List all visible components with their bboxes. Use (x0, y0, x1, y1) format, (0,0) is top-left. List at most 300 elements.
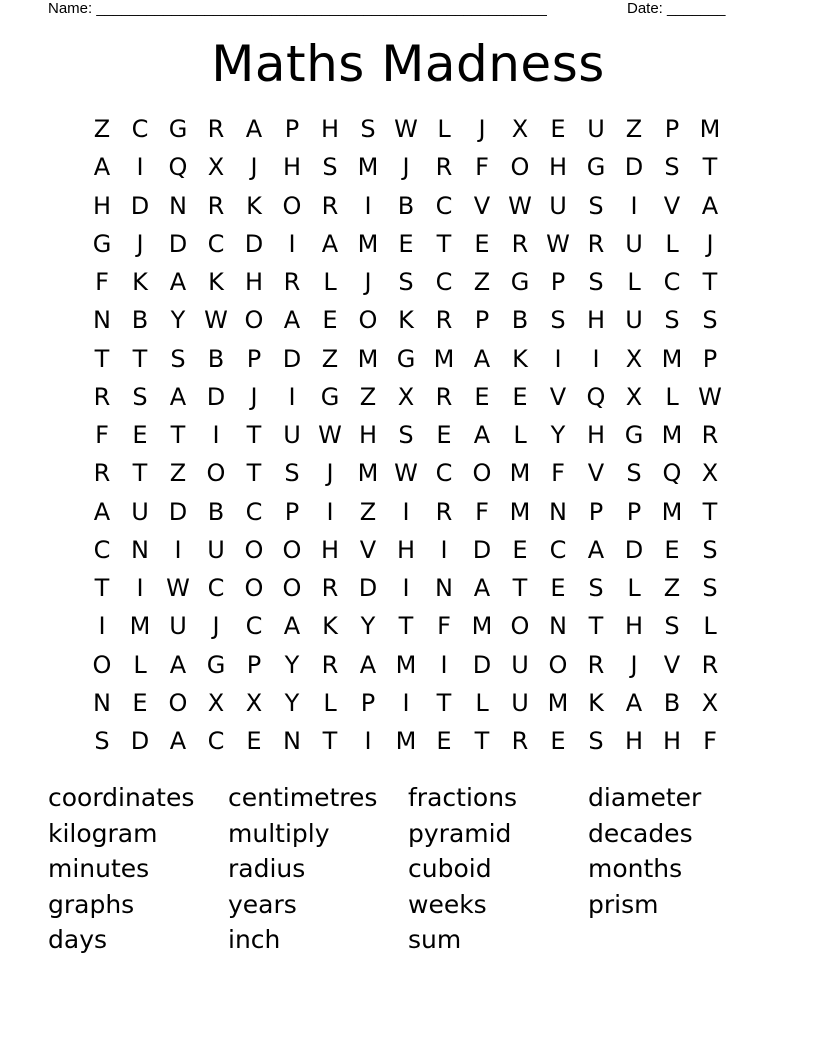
grid-letter[interactable]: U (625, 229, 643, 258)
grid-letter[interactable]: R (587, 650, 605, 679)
grid-letter[interactable]: T (170, 421, 186, 449)
grid-letter[interactable]: J (136, 229, 144, 258)
grid-letter[interactable]: E (132, 688, 148, 717)
grid-letter[interactable]: A (359, 650, 377, 679)
grid-letter[interactable]: S (284, 459, 300, 488)
grid-letter[interactable]: Y (550, 421, 566, 449)
grid-letter[interactable]: N (549, 612, 567, 641)
grid-letter[interactable]: V (587, 459, 605, 488)
grid-letter[interactable]: R (435, 306, 453, 335)
grid-letter[interactable]: H (244, 268, 264, 296)
grid-letter[interactable]: M (509, 497, 531, 526)
grid-letter[interactable]: L (475, 688, 489, 717)
grid-letter[interactable]: M (433, 344, 455, 373)
grid-letter[interactable]: X (207, 688, 225, 717)
grid-letter[interactable]: O (206, 459, 226, 488)
grid-letter[interactable]: A (283, 306, 301, 335)
grid-letter[interactable]: I (326, 497, 334, 526)
grid-letter[interactable]: D (358, 574, 378, 602)
grid-letter[interactable]: R (435, 382, 453, 411)
grid-letter[interactable]: J (250, 153, 258, 182)
grid-letter[interactable]: K (208, 268, 224, 296)
grid-letter[interactable]: X (625, 382, 643, 411)
grid-letter[interactable]: D (624, 153, 644, 182)
grid-letter[interactable]: M (699, 115, 721, 143)
grid-letter[interactable]: R (511, 727, 529, 755)
grid-letter[interactable]: V (663, 650, 681, 679)
grid-letter[interactable]: S (664, 612, 680, 641)
grid-letter[interactable]: O (548, 650, 568, 679)
grid-letter[interactable]: M (357, 459, 379, 488)
grid-letter[interactable]: B (397, 191, 415, 220)
grid-letter[interactable]: S (94, 727, 110, 755)
grid-letter[interactable]: X (511, 115, 529, 143)
date-field[interactable]: Date: _______ (627, 0, 726, 17)
grid-letter[interactable]: M (357, 153, 379, 182)
grid-letter[interactable]: J (402, 153, 410, 182)
grid-letter[interactable]: P (664, 115, 680, 143)
grid-letter[interactable]: T (132, 344, 148, 373)
grid-letter[interactable]: T (132, 459, 148, 488)
grid-letter[interactable]: F (475, 153, 489, 182)
word-list-item: kilogram (48, 818, 158, 848)
grid-letter[interactable]: M (395, 650, 417, 679)
grid-letter[interactable]: P (626, 497, 642, 526)
grid-letter[interactable]: N (131, 535, 149, 564)
grid-letter[interactable]: A (473, 344, 491, 373)
grid-letter[interactable]: U (511, 688, 529, 717)
word-list (48, 780, 768, 958)
grid-letter[interactable]: E (436, 421, 452, 449)
grid-letter[interactable]: G (320, 382, 340, 411)
grid-letter[interactable]: O (244, 535, 264, 564)
grid-letter[interactable]: J (478, 115, 486, 143)
grid-letter[interactable]: K (398, 306, 414, 335)
grid-letter[interactable]: Z (321, 344, 339, 373)
grid-letter[interactable]: W (508, 191, 532, 220)
grid-letter[interactable]: I (592, 344, 600, 373)
grid-letter[interactable]: U (131, 497, 149, 526)
grid-letter[interactable]: Y (170, 306, 186, 335)
grid-letter[interactable]: R (701, 650, 719, 679)
grid-letter[interactable]: C (93, 535, 111, 564)
grid-letter[interactable]: L (133, 650, 147, 679)
grid-letter[interactable]: A (321, 229, 339, 258)
grid-letter[interactable]: U (587, 115, 605, 143)
grid-letter[interactable]: I (288, 229, 296, 258)
grid-letter[interactable]: U (625, 306, 643, 335)
grid-letter[interactable]: C (207, 229, 225, 258)
grid-letter[interactable]: S (702, 535, 718, 564)
grid-letter[interactable]: Z (169, 459, 187, 488)
grid-letter[interactable]: I (402, 497, 410, 526)
grid-letter[interactable]: Q (586, 382, 606, 411)
grid-letter[interactable]: E (550, 727, 566, 755)
grid-letter[interactable]: E (550, 115, 566, 143)
grid-letter[interactable]: R (207, 191, 225, 220)
grid-letter[interactable]: T (702, 268, 718, 296)
grid-letter[interactable]: G (586, 153, 606, 182)
grid-letter[interactable]: V (359, 535, 377, 564)
grid-letter[interactable]: A (93, 497, 111, 526)
grid-letter[interactable]: V (473, 191, 491, 220)
grid-letter[interactable]: F (551, 459, 565, 488)
grid-letter[interactable]: S (664, 153, 680, 182)
grid-letter[interactable]: E (474, 229, 490, 258)
grid-letter[interactable]: R (93, 382, 111, 411)
grid-letter[interactable]: C (663, 268, 681, 296)
grid-letter[interactable]: G (624, 421, 644, 449)
grid-letter[interactable]: H (282, 153, 302, 182)
grid-letter[interactable]: C (245, 612, 263, 641)
grid-letter[interactable]: S (360, 115, 376, 143)
grid-letter[interactable]: F (703, 727, 717, 755)
grid-letter[interactable]: K (588, 688, 604, 717)
grid-letter[interactable]: H (624, 727, 644, 755)
grid-letter[interactable]: H (624, 612, 644, 641)
grid-letter[interactable]: H (396, 535, 416, 564)
grid-letter[interactable]: Z (663, 574, 681, 602)
grid-letter[interactable]: U (283, 421, 301, 449)
grid-letter[interactable]: P (588, 497, 604, 526)
grid-letter[interactable]: A (473, 421, 491, 449)
grid-letter[interactable]: S (702, 574, 718, 602)
grid-letter[interactable]: R (511, 229, 529, 258)
grid-letter[interactable]: C (435, 459, 453, 488)
grid-letter[interactable]: W (318, 421, 342, 449)
grid-letter[interactable]: L (665, 382, 679, 411)
grid-letter[interactable]: J (630, 650, 638, 679)
grid-letter[interactable]: I (364, 191, 372, 220)
grid-letter[interactable]: P (284, 115, 300, 143)
grid-letter[interactable]: O (244, 306, 264, 335)
grid-letter[interactable]: B (131, 306, 149, 335)
grid-letter[interactable]: O (244, 574, 264, 602)
grid-letter[interactable]: T (436, 688, 452, 717)
grid-letter[interactable]: N (283, 727, 301, 755)
grid-letter[interactable]: I (554, 344, 562, 373)
grid-letter[interactable]: Z (93, 115, 111, 143)
grid-letter[interactable]: G (510, 268, 530, 296)
grid-letter[interactable]: T (474, 727, 490, 755)
grid-letter[interactable]: Z (359, 382, 377, 411)
grid-letter[interactable]: D (624, 535, 644, 564)
grid-letter[interactable]: M (357, 229, 379, 258)
grid-letter[interactable]: L (513, 421, 527, 449)
grid-letter[interactable]: L (323, 688, 337, 717)
grid-letter[interactable]: I (212, 421, 220, 449)
grid-letter[interactable]: H (548, 153, 568, 182)
grid-letter[interactable]: T (94, 344, 110, 373)
grid-letter[interactable]: I (440, 535, 448, 564)
grid-letter[interactable]: A (93, 153, 111, 182)
grid-letter[interactable]: M (471, 612, 493, 641)
grid-letter[interactable]: T (512, 574, 528, 602)
grid-letter[interactable]: N (435, 574, 453, 602)
grid-letter[interactable]: G (92, 229, 112, 258)
grid-letter[interactable]: S (550, 306, 566, 335)
grid-letter[interactable]: B (663, 688, 681, 717)
grid-letter[interactable]: E (398, 229, 414, 258)
grid-letter[interactable]: H (662, 727, 682, 755)
grid-letter[interactable]: A (169, 382, 187, 411)
word-list-item: months (588, 854, 683, 883)
grid-letter[interactable]: D (130, 727, 150, 755)
grid-letter[interactable]: M (661, 421, 683, 449)
grid-letter[interactable]: M (129, 612, 151, 641)
grid-letter[interactable]: R (283, 268, 301, 296)
grid-letter[interactable]: S (398, 268, 414, 296)
grid-letter[interactable]: R (701, 421, 719, 449)
grid-letter[interactable]: S (322, 153, 338, 182)
grid-letter[interactable]: T (246, 459, 262, 488)
grid-letter[interactable]: A (587, 535, 605, 564)
grid-letter[interactable]: E (436, 727, 452, 755)
grid-letter[interactable]: I (402, 574, 410, 602)
grid-letter[interactable]: R (321, 574, 339, 602)
grid-letter[interactable]: H (320, 115, 340, 143)
grid-letter[interactable]: V (663, 191, 681, 220)
grid-letter[interactable]: E (132, 421, 148, 449)
grid-letter[interactable]: A (701, 191, 719, 220)
grid-letter[interactable]: C (207, 727, 225, 755)
grid-letter[interactable]: I (98, 612, 106, 641)
grid-letter[interactable]: D (282, 344, 302, 373)
grid-letter[interactable]: P (474, 306, 490, 335)
grid-letter[interactable]: F (95, 268, 109, 296)
grid-letter[interactable]: E (322, 306, 338, 335)
grid-letter[interactable]: D (472, 535, 492, 564)
grid-letter[interactable]: P (246, 344, 262, 373)
grid-letter[interactable]: N (169, 191, 187, 220)
grid-letter[interactable]: O (282, 191, 302, 220)
grid-letter[interactable]: I (288, 382, 296, 411)
grid-letter[interactable]: R (93, 459, 111, 488)
grid-letter[interactable]: M (357, 344, 379, 373)
grid-letter[interactable]: A (169, 650, 187, 679)
grid-letter[interactable]: R (207, 115, 225, 143)
grid-letter[interactable]: W (546, 229, 570, 258)
grid-letter[interactable]: P (284, 497, 300, 526)
grid-letter[interactable]: T (702, 497, 718, 526)
grid-letter[interactable]: L (703, 612, 717, 641)
grid-letter[interactable]: S (588, 574, 604, 602)
grid-letter[interactable]: G (396, 344, 416, 373)
grid-letter[interactable]: M (661, 344, 683, 373)
grid-letter[interactable]: I (174, 535, 182, 564)
page-title: Maths Madness (211, 35, 605, 93)
grid-letter[interactable]: T (398, 612, 414, 641)
grid-letter[interactable]: C (131, 115, 149, 143)
grid-letter[interactable]: J (250, 382, 258, 411)
grid-letter[interactable]: C (435, 268, 453, 296)
grid-letter[interactable]: J (364, 268, 372, 296)
grid-letter[interactable]: R (587, 229, 605, 258)
grid-letter[interactable]: S (170, 344, 186, 373)
grid-letter[interactable]: A (473, 574, 491, 602)
grid-letter[interactable]: S (626, 459, 642, 488)
grid-letter[interactable]: F (437, 612, 451, 641)
grid-letter[interactable]: G (168, 115, 188, 143)
grid-letter[interactable]: I (440, 650, 448, 679)
grid-letter[interactable]: M (509, 459, 531, 488)
grid-letter[interactable]: D (130, 191, 150, 220)
grid-letter[interactable]: S (588, 268, 604, 296)
grid-letter[interactable]: T (94, 574, 110, 602)
grid-letter[interactable]: S (398, 421, 414, 449)
grid-letter[interactable]: T (436, 229, 452, 258)
grid-letter[interactable]: E (474, 382, 490, 411)
grid-letter[interactable]: H (586, 306, 606, 335)
grid-letter[interactable]: H (358, 421, 378, 449)
grid-letter[interactable]: D (168, 229, 188, 258)
grid-letter[interactable]: S (588, 727, 604, 755)
grid-letter[interactable]: Y (284, 650, 300, 679)
grid-letter[interactable]: S (664, 306, 680, 335)
grid-letter[interactable]: M (395, 727, 417, 755)
grid-letter[interactable]: Z (473, 268, 491, 296)
grid-letter[interactable]: W (698, 382, 722, 411)
grid-letter[interactable]: X (397, 382, 415, 411)
grid-letter[interactable]: W (204, 306, 228, 335)
grid-letter[interactable]: C (207, 574, 225, 602)
grid-letter[interactable]: I (364, 727, 372, 755)
grid-letter[interactable]: A (169, 727, 187, 755)
grid-letter[interactable]: H (320, 535, 340, 564)
grid-letter[interactable]: E (246, 727, 262, 755)
grid-letter[interactable]: H (92, 191, 112, 220)
grid-letter[interactable]: T (588, 612, 604, 641)
grid-letter[interactable]: I (630, 191, 638, 220)
grid-letter[interactable]: G (206, 650, 226, 679)
grid-letter[interactable]: A (245, 115, 263, 143)
grid-letter[interactable]: K (246, 191, 262, 220)
grid-letter[interactable]: R (435, 497, 453, 526)
grid-letter[interactable]: N (93, 306, 111, 335)
grid-letter[interactable]: H (586, 421, 606, 449)
grid-letter[interactable]: R (321, 191, 339, 220)
grid-letter[interactable]: W (394, 115, 418, 143)
grid-letter[interactable]: L (437, 115, 451, 143)
name-field[interactable]: Name: ______________________________________________________ (48, 0, 547, 17)
grid-letter[interactable]: N (549, 497, 567, 526)
grid-letter[interactable]: W (166, 574, 190, 602)
grid-letter[interactable]: T (246, 421, 262, 449)
grid-letter[interactable]: O (168, 688, 188, 717)
word-list-item: days (48, 925, 108, 954)
word-list-item: years (228, 889, 297, 919)
grid-letter[interactable]: I (136, 574, 144, 602)
grid-letter[interactable]: Q (168, 153, 188, 182)
grid-letter[interactable]: W (394, 459, 418, 488)
grid-letter[interactable]: P (550, 268, 566, 296)
grid-letter[interactable]: J (326, 459, 334, 488)
grid-letter[interactable]: P (702, 344, 718, 373)
grid-letter[interactable]: L (665, 229, 679, 258)
grid-letter[interactable]: D (168, 497, 188, 526)
grid-letter[interactable]: I (402, 688, 410, 717)
grid-letter[interactable]: T (322, 727, 338, 755)
grid-letter[interactable]: L (627, 268, 641, 296)
grid-letter[interactable]: O (92, 650, 112, 679)
grid-letter[interactable]: O (510, 153, 530, 182)
grid-letter[interactable]: Q (662, 459, 682, 488)
grid-letter[interactable]: K (322, 612, 338, 641)
grid-letter[interactable]: E (512, 535, 528, 564)
grid-letter[interactable]: J (706, 229, 714, 258)
grid-letter[interactable]: Z (625, 115, 643, 143)
grid-letter[interactable]: P (246, 650, 262, 679)
grid-letter[interactable]: K (512, 344, 528, 373)
grid-letter[interactable]: U (549, 191, 567, 220)
grid-letter[interactable]: M (547, 688, 569, 717)
grid-letter[interactable]: U (511, 650, 529, 679)
grid-letter[interactable]: S (588, 191, 604, 220)
grid-letter[interactable]: U (207, 535, 225, 564)
grid-letter[interactable]: P (360, 688, 376, 717)
grid-letter[interactable]: A (625, 688, 643, 717)
grid-letter[interactable]: K (132, 268, 148, 296)
word-list-item: sum (408, 925, 462, 954)
grid-letter[interactable]: X (207, 153, 225, 182)
grid-letter[interactable]: R (435, 153, 453, 182)
grid-letter[interactable]: O (282, 574, 302, 602)
grid-letter[interactable]: U (169, 612, 187, 641)
grid-letter[interactable]: C (549, 535, 567, 564)
grid-letter[interactable]: B (207, 344, 225, 373)
grid-letter[interactable]: B (511, 306, 529, 335)
grid-letter[interactable]: E (550, 574, 566, 602)
grid-letter[interactable]: E (512, 382, 528, 411)
grid-letter[interactable]: O (510, 612, 530, 641)
grid-letter[interactable]: C (245, 497, 263, 526)
grid-letter[interactable]: D (244, 229, 264, 258)
grid-letter[interactable]: Y (360, 612, 376, 641)
grid-letter[interactable]: V (549, 382, 567, 411)
grid-letter[interactable]: F (475, 497, 489, 526)
grid-letter[interactable]: X (625, 344, 643, 373)
grid-letter[interactable]: M (661, 497, 683, 526)
grid-letter[interactable]: E (664, 535, 680, 564)
grid-letter[interactable]: J (212, 612, 220, 641)
word-list-item: centimetres (228, 783, 378, 812)
grid-letter[interactable]: O (358, 306, 378, 335)
grid-letter[interactable]: C (435, 191, 453, 220)
grid-letter[interactable]: D (206, 382, 226, 411)
grid-letter[interactable]: Z (359, 497, 377, 526)
grid-letter[interactable]: X (701, 688, 719, 717)
grid-letter[interactable]: X (701, 459, 719, 488)
grid-letter[interactable]: X (245, 688, 263, 717)
grid-letter[interactable]: O (472, 459, 492, 488)
grid-letter[interactable]: D (472, 650, 492, 679)
grid-letter[interactable]: F (95, 421, 109, 449)
grid-letter[interactable]: I (136, 153, 144, 182)
grid-letter[interactable]: Y (284, 688, 300, 717)
grid-letter[interactable]: L (627, 574, 641, 602)
grid-letter[interactable]: A (283, 612, 301, 641)
grid-letter[interactable]: B (207, 497, 225, 526)
grid-letter[interactable]: L (323, 268, 337, 296)
grid-letter[interactable]: O (282, 535, 302, 564)
grid-letter[interactable]: R (321, 650, 339, 679)
grid-letter[interactable]: S (132, 382, 148, 411)
grid-letter[interactable]: S (702, 306, 718, 335)
word-list-item: coordinates (48, 783, 195, 812)
grid-letter[interactable]: T (702, 153, 718, 182)
grid-letter[interactable]: N (93, 688, 111, 717)
grid-letter[interactable]: A (169, 268, 187, 296)
